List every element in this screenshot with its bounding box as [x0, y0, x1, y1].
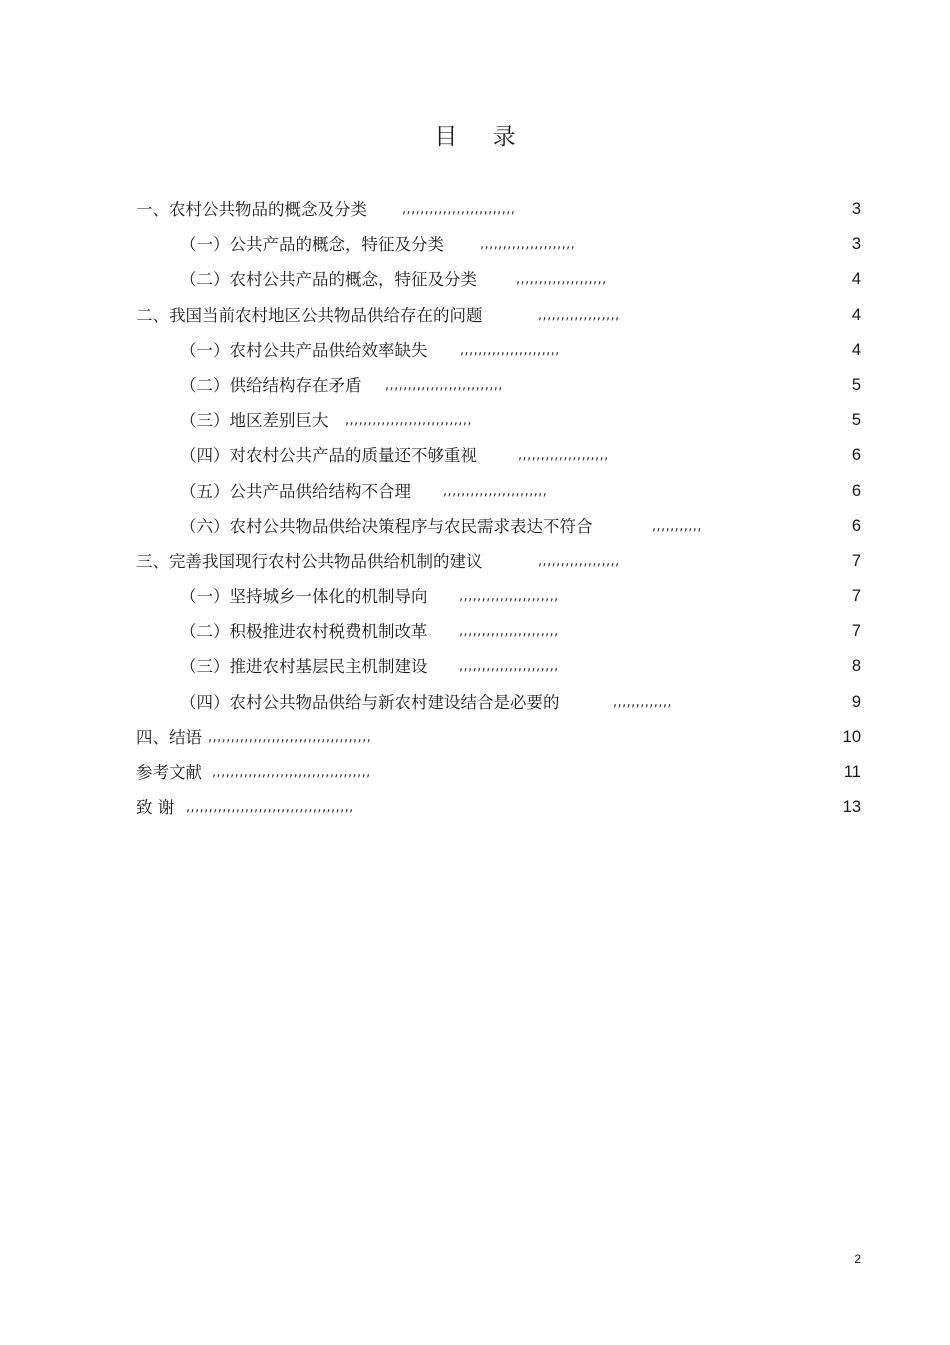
toc-entry-leader: ,,,,,,,,,,,,,,,,,,,,,, [460, 342, 560, 358]
toc-entry-label: （一）农村公共产品供给效率缺失 [180, 340, 428, 360]
toc-entry[interactable] [0, 192, 950, 227]
footer-page-number: 2 [854, 1252, 861, 1266]
toc-entry-label: （一）公共产品的概念，特征及分类 [180, 235, 444, 255]
toc-entry[interactable] [0, 438, 950, 473]
toc-entry-label: （四）农村公共物品供给与新农村建设结合是必要的 [180, 692, 560, 712]
toc-entry-label: （一）坚持城乡一体化的机制导向 [180, 587, 428, 607]
toc-entry-label: （三）推进农村基层民主机制建设 [180, 657, 428, 677]
toc-entry-leader: ,,,,,,,,,,,,,,,,,,,, [518, 448, 609, 464]
toc-entry-page: 9 [851, 692, 861, 711]
toc-entry[interactable] [0, 509, 950, 544]
toc-entry[interactable] [0, 649, 950, 684]
toc-entry-leader: ,,,,,,,,,,, [652, 518, 702, 534]
toc-entry-label: （四）对农村公共产品的质量还不够重视 [180, 446, 477, 466]
toc-entry-page: 6 [851, 481, 861, 500]
toc-entry-page: 4 [851, 270, 861, 289]
toc-entry[interactable] [0, 614, 950, 649]
toc-entry-page: 5 [851, 375, 861, 394]
toc-entry-page: 7 [851, 587, 861, 606]
toc-entry[interactable] [0, 544, 950, 579]
toc-entry-label: （三）地区差别巨大 [180, 411, 329, 431]
toc-entry-page: 8 [851, 657, 861, 676]
toc-entry[interactable] [0, 685, 950, 720]
toc-entry-page: 4 [851, 305, 861, 324]
toc-entry-page: 7 [851, 551, 861, 570]
toc-entry-leader: ,,,,,,,,,,,,,,,,,,,, [516, 272, 607, 288]
toc-entry-leader: ,,,,,,,,,,,,,,,,,,,,, [480, 237, 576, 253]
toc-entry-leader: ,,,,,,,,,,,,,,,,,, [538, 553, 620, 569]
toc-entry-label: 致 谢 [136, 798, 175, 818]
toc-entry-label: 一、农村公共物品的概念及分类 [136, 200, 367, 219]
toc-entry-label: （六）农村公共物品供给决策程序与农民需求表达不符合 [180, 516, 593, 536]
toc-entry-leader: ,,,,,,,,,,,,,,,,,,,,,,,,,,,,,,,,,,,,, [186, 800, 354, 816]
toc-entry-leader: ,,,,,,,,,,,,,,,,,,,,,, [459, 624, 559, 640]
toc-entry-page: 13 [842, 798, 861, 817]
toc-entry-leader: ,,,,,,,,,,,,,,,,,, [538, 307, 620, 323]
toc-entry-leader: ,,,,,,,,,,,,, [613, 694, 672, 710]
toc-entry-page: 11 [843, 763, 861, 781]
toc-entry-page: 7 [851, 622, 861, 641]
toc-entry[interactable] [0, 755, 950, 790]
toc-entry-leader: ,,,,,,,,,,,,,,,,,,,,,, [459, 659, 559, 675]
toc-entry-label: 三、完善我国现行农村公共物品供给机制的建议 [136, 551, 483, 571]
toc-entry[interactable] [0, 790, 950, 825]
toc-entry-label: 参考文献 [136, 763, 202, 782]
toc-list [0, 192, 950, 825]
toc-entry[interactable] [0, 474, 950, 509]
toc-entry-leader: ,,,,,,,,,,,,,,,,,,,,,,,,,,,,,,,,,,, [212, 765, 371, 780]
toc-entry-leader: ,,,,,,,,,,,,,,,,,,,,,,,,, [402, 202, 516, 217]
toc-entry-page: 3 [851, 235, 861, 254]
toc-entry[interactable] [0, 368, 950, 403]
toc-entry-page: 6 [851, 516, 861, 535]
toc-entry-page: 5 [851, 411, 861, 430]
toc-entry-label: （五）公共产品供给结构不合理 [180, 481, 411, 501]
toc-entry-label: 四、结语 [136, 727, 202, 747]
toc-entry[interactable] [0, 720, 950, 755]
toc-entry[interactable] [0, 403, 950, 438]
toc-entry-label: 二、我国当前农村地区公共物品供给存在的问题 [136, 305, 483, 325]
toc-entry-leader: ,,,,,,,,,,,,,,,,,,,,,,,,,, [385, 377, 503, 393]
toc-entry[interactable] [0, 227, 950, 262]
toc-entry-label: （二）积极推进农村税费机制改革 [180, 622, 428, 642]
toc-entry[interactable] [0, 262, 950, 297]
toc-entry-page: 10 [842, 727, 861, 746]
toc-entry-page: 6 [851, 446, 861, 465]
toc-title: 目 录 [434, 124, 530, 150]
toc-entry-label: （二）农村公共产品的概念，特征及分类 [180, 270, 477, 290]
toc-entry-label: （二）供给结构存在矛盾 [180, 375, 362, 395]
toc-entry-page: 3 [851, 200, 861, 218]
toc-entry-leader: ,,,,,,,,,,,,,,,,,,,,,,,,,,,,,,,,,,,, [208, 729, 372, 745]
toc-entry-leader: ,,,,,,,,,,,,,,,,,,,,,,,,,,,, [345, 413, 472, 429]
toc-entry[interactable] [0, 298, 950, 333]
toc-entry-leader: ,,,,,,,,,,,,,,,,,,,,,, [459, 589, 559, 605]
toc-entry-page: 4 [851, 340, 861, 359]
toc-entry[interactable] [0, 333, 950, 368]
toc-entry[interactable] [0, 579, 950, 614]
toc-entry-leader: ,,,,,,,,,,,,,,,,,,,,,,, [443, 483, 548, 499]
